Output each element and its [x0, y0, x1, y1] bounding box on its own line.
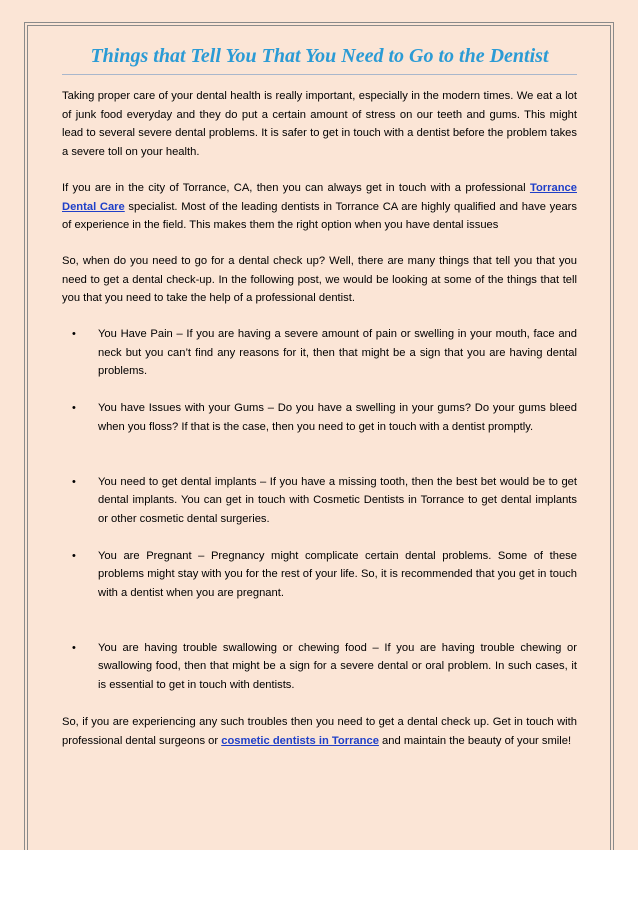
title-divider [62, 74, 577, 75]
bullet-icon: • [72, 641, 76, 654]
closing-text-after: and maintain the beauty of your smile! [378, 734, 572, 747]
document-body [62, 44, 577, 767]
list-item-text: You are having trouble swallowing or chewing food – If you are having trouble chewing or swallowing food, then that might be a sign for a severe dental or oral problem. In such cases, it is essential to get in touch with dentists. [98, 641, 577, 692]
page-title: Things that Tell You That You Need to Go to the Dentist [90, 45, 549, 67]
signs-list [62, 325, 577, 695]
bullet-icon: • [72, 328, 76, 341]
list-item-text: You are Pregnant – Pregnancy might complicate certain dental problems. Some of these problems might stay with you for the rest of your life. So, it is recommended that you get in touch with a dentist when you are pregnant. [98, 549, 577, 600]
closing-paragraph [62, 713, 577, 750]
bullet-icon: • [72, 402, 76, 415]
list-item-text: You need to get dental implants – If you have a missing tooth, then the best bet would be to get dental implants. You can get in touch with Cosmetic Dentists in Torrance to get dental implants or other cosmetic dental surgeries. [98, 475, 577, 525]
intro-text: Taking proper care of your dental health is really important, especially in the modern times. We eat a lot of junk food everyday and they do put a certain amount of stress on our teeth and gums. This might lead to several severe dental problems. It is safer to get in touch with a dentist before the problem takes a severe toll on your health. [62, 90, 577, 159]
list-item [62, 399, 577, 436]
bullet-icon: • [72, 475, 76, 488]
bullet-icon: • [72, 549, 76, 562]
list-item [62, 639, 577, 695]
torrance-dental-care-link[interactable]: Torrance Dental Care [62, 181, 577, 213]
list-item [62, 325, 577, 381]
list-item-text: You Have Pain – If you are having a severe amount of pain or swelling in your mouth, face and neck but you can’t find any reasons for it, then that might be a sign that you are having dental problems. [98, 328, 577, 378]
closing-text-before: So, if you are experiencing any such troubles then you need to get a dental check up. Get in touch with professional dental surgeons or [62, 715, 577, 747]
page-bottom-margin [0, 850, 638, 903]
list-item-text: You have Issues with your Gums – Do you have a swelling in your gums? Do your gums bleed when you floss? If that is the case, then you need to get in touch with a dentist promptly. [98, 402, 577, 433]
checkup-paragraph [62, 252, 577, 308]
cosmetic-dentists-link[interactable]: cosmetic dentists in Torrance [221, 734, 379, 747]
torrance-paragraph [62, 179, 577, 235]
list-item [62, 547, 577, 603]
list-item [62, 473, 577, 529]
torrance-text-before: If you are in the city of Torrance, CA, then you can always get in touch with a professional [62, 181, 530, 194]
intro-paragraph [62, 87, 577, 162]
checkup-text: So, when do you need to go for a dental check up? Well, there are many things that tell you that you need to get a dental check-up. In the following post, we would be looking at some of the things that tell you that you need to take the help of a professional dentist. [62, 254, 577, 305]
torrance-text-after: specialist. Most of the leading dentists in Torrance CA are highly qualified and have years of experience in the field. This makes them the right option when you have dental issues [62, 200, 577, 232]
